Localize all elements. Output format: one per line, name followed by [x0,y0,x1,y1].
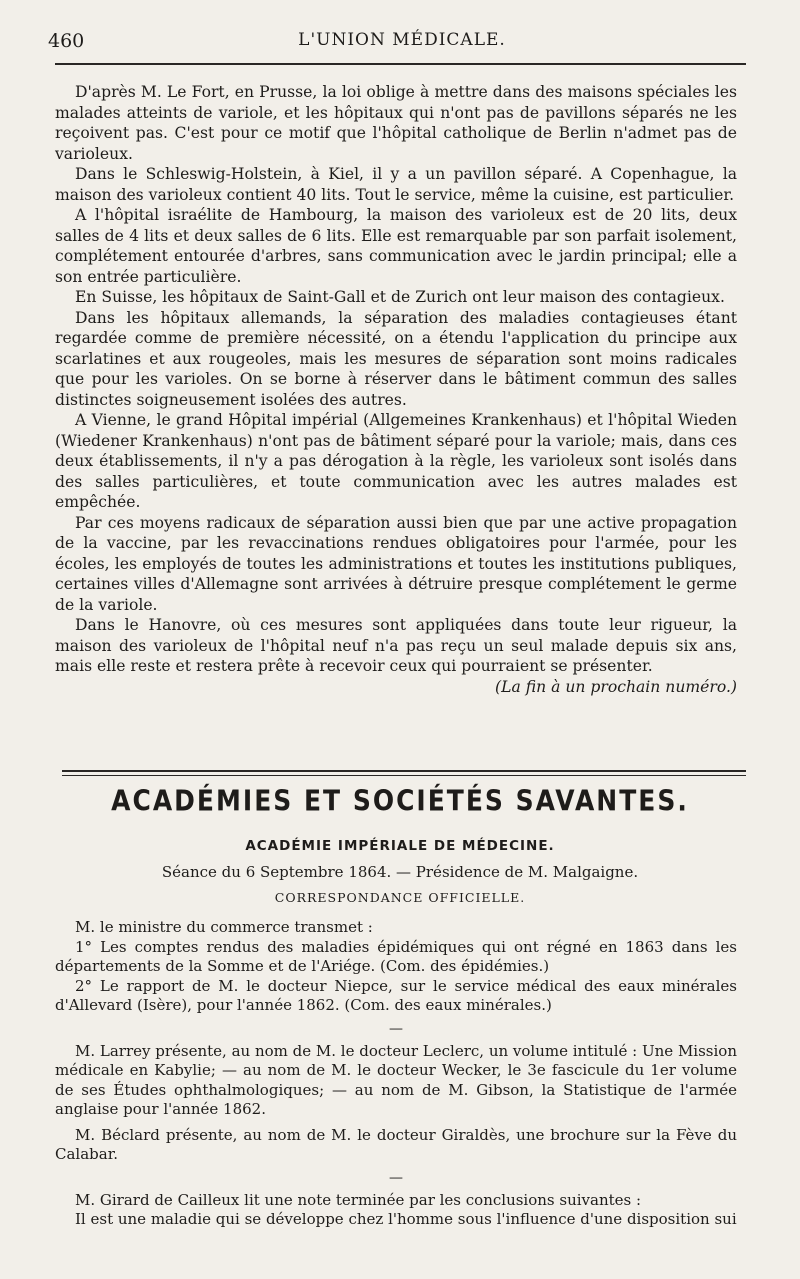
seance-line: Séance du 6 Septembre 1864. — Présidence de M. Malgaigne. [161,863,639,881]
beclard-paragraph: M. Béclard présente, au nom de M. le docteur Giraldès, une brochure sur la Fève du Calabar. [55,1125,737,1163]
article-body [55,82,737,697]
list-item: 2° Le rapport de M. le docteur Niepce, sur le service médical des eaux minérales d'Allevard (Isère), pour l'année 1862. (Com. des eaux minérales.) [55,976,737,1014]
section-divider-thick [62,770,746,772]
proceedings-body [55,918,737,1230]
correspondance-heading: CORRESPONDANCE OFFICIELLE. [274,890,526,905]
page-header [48,30,756,60]
girard-paragraph: M. Girard de Cailleux lit une note terminée par les conclusions suivantes : [75,1190,642,1209]
short-divider: — [389,1169,403,1186]
page-number: 460 [48,30,85,52]
continuation-note: (La fin à un prochain numéro.) [495,677,737,696]
last-line: Il est une maladie qui se développe chez l'homme sous l'influence d'une disposition sui [75,1210,737,1228]
list-item: 1° Les comptes rendus des maladies épidémiques qui ont régné en 1863 dans les départements de la Somme et de l'Ariége. (Com. des épidémies.) [55,937,737,975]
article-paragraph: Dans le Schleswig-Holstein, à Kiel, il y a un pavillon séparé. A Copenhague, la maison des varioleux contient 40 lits. Tout le service, même la cuisine, est particulier. [55,165,737,204]
article-paragraph: A Vienne, le grand Hôpital impérial (Allgemeines Krankenhaus) et l'hôpital Wieden (Wiedener Krankenhaus) n'ont pas de bâtiment séparé pour la variole; mais, dans ces deux établissements, il n'y a pas dérogation à la règle, les varioleux sont isolés dans des salles particulières, et toute communication avec les autres malades est empêchée. [55,411,737,511]
minister-line: M. le ministre du commerce transmet : [75,918,373,936]
article-paragraph: En Suisse, les hôpitaux de Saint-Gall et de Zurich ont leur maison des contagieux. [75,288,725,306]
header-rule [55,63,746,65]
article-paragraph: Dans le Hanovre, où ces mesures sont appliquées dans toute leur rigueur, la maison des varioleux de l'hôpital neuf n'a pas reçu un seul malade depuis six ans, mais elle reste et restera prête à recevoir ceux qui pourraient se présenter. [55,616,737,675]
article-paragraph: Par ces moyens radicaux de séparation aussi bien que par une active propagation de la vaccine, par les revaccinations rendues obligatoires pour l'armée, pour les écoles, les employés de toutes les administrations et toutes les institutions publiques, certaines villes d'Allemagne sont arrivées à détruire presque complétement le germe de la variole. [55,513,737,614]
short-divider: — [389,1020,403,1037]
section-title: ACADÉMIES ET SOCIÉTÉS SAVANTES. [111,783,689,818]
article-paragraph: A l'hôpital israélite de Hambourg, la maison des varioleux est de 20 lits, deux salles de 4 lits et deux salles de 6 lits. Elle est remarquable par son parfait isolement, complétement entourée d'arbres, sans communication avec le jardin principal; elle a son entrée particulière. [55,206,737,286]
running-title: L'UNION MÉDICALE. [298,30,506,50]
larrey-paragraph: M. Larrey présente, au nom de M. le docteur Leclerc, un volume intitulé : Une Mission médicale en Kabylie; — au nom de M. le docteur Wecker, le 3e fascicule du 1er volume de ses Études ophthalmologiques; — au nom de M. Gibson, la Statistique de l'armée anglaise pour l'année 1862. [55,1041,737,1118]
academy-heading: ACADÉMIE IMPÉRIALE DE MÉDECINE. [245,838,555,854]
article-paragraph: D'après M. Le Fort, en Prusse, la loi oblige à mettre dans des maisons spéciales les malades atteints de variole, et les hôpitaux qui n'ont pas de pavillons séparés ne les reçoivent pas. C'est pour ce motif que l'hôpital catholique de Berlin n'admet pas de varioleux. [55,83,737,163]
article-paragraph: Dans les hôpitaux allemands, la séparation des maladies contagieuses étant regardée comme de première nécessité, on a étendu l'application du principe aux scarlatines et aux rougeoles, mais les mesures de séparation sont moins radicales que pour les varioles. On se borne à réserver dans le bâtiment commun des salles distinctes soigneusement isolées des autres. [55,308,737,409]
section-divider-thin [62,775,746,776]
